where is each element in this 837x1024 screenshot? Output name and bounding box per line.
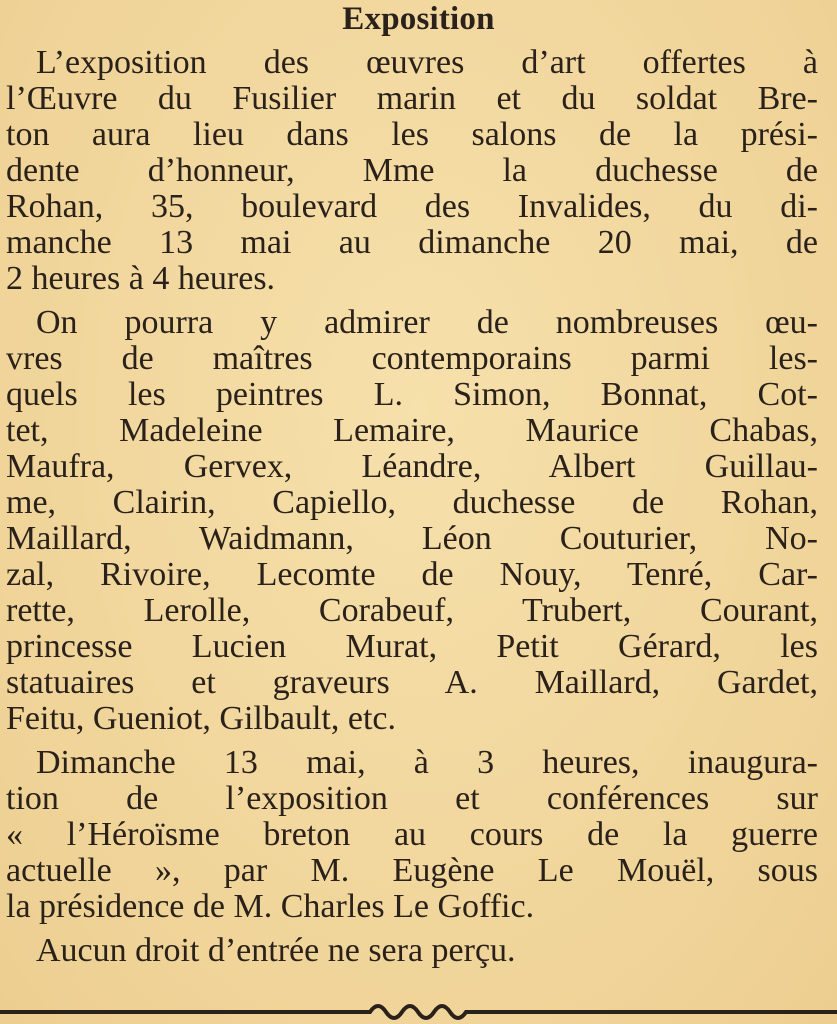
article-title: Exposition — [342, 1, 495, 37]
wavy-separator-rule — [0, 996, 837, 1024]
text-line: dente d’honneur, Mme la duchesse de — [6, 152, 818, 189]
text-line: tet, Madeleine Lemaire, Maurice Chabas, — [6, 412, 818, 449]
text-line: Maillard, Waidmann, Léon Couturier, No- — [6, 520, 818, 557]
text-line: Aucun droit d’entrée ne sera perçu. — [36, 932, 516, 969]
text-line: zal, Rivoire, Lecomte de Nouy, Tenré, Car- — [6, 556, 818, 593]
text-line: Rohan, 35, boulevard des Invalides, du di- — [6, 188, 818, 225]
text-line: me, Clairin, Capiello, duchesse de Rohan, — [6, 484, 818, 521]
text-line: vres de maîtres contemporains parmi les- — [6, 340, 818, 377]
text-line: actuelle », par M. Eugène Le Mouël, sous — [6, 852, 818, 889]
text-line: princesse Lucien Murat, Petit Gérard, les — [6, 628, 818, 665]
text-line: rette, Lerolle, Corabeuf, Trubert, Courant, — [6, 592, 818, 629]
text-line: tion de l’exposition et conférences sur — [6, 780, 818, 817]
text-line: Maufra, Gervex, Léandre, Albert Guillau- — [6, 448, 818, 485]
text-line: ton aura lieu dans les salons de la prési- — [6, 116, 818, 153]
text-line: On pourra y admirer de nombreuses œu- — [36, 304, 818, 341]
text-line: Dimanche 13 mai, à 3 heures, inaugura- — [36, 744, 818, 781]
text-line: l’Œuvre du Fusilier marin et du soldat Bre- — [6, 80, 818, 117]
text-line: statuaires et graveurs A. Maillard, Gardet, — [6, 664, 818, 701]
text-line: L’exposition des œuvres d’art offertes à — [36, 44, 818, 81]
text-line: 2 heures à 4 heures. — [6, 260, 276, 297]
text-line: manche 13 mai au dimanche 20 mai, de — [6, 224, 818, 261]
text-line: la présidence de M. Charles Le Goffic. — [6, 888, 535, 925]
text-line: « l’Héroïsme breton au cours de la guerre — [6, 816, 818, 853]
text-line: Feitu, Gueniot, Gilbault, etc. — [6, 700, 396, 737]
text-line: quels les peintres L. Simon, Bonnat, Cot- — [6, 376, 818, 413]
